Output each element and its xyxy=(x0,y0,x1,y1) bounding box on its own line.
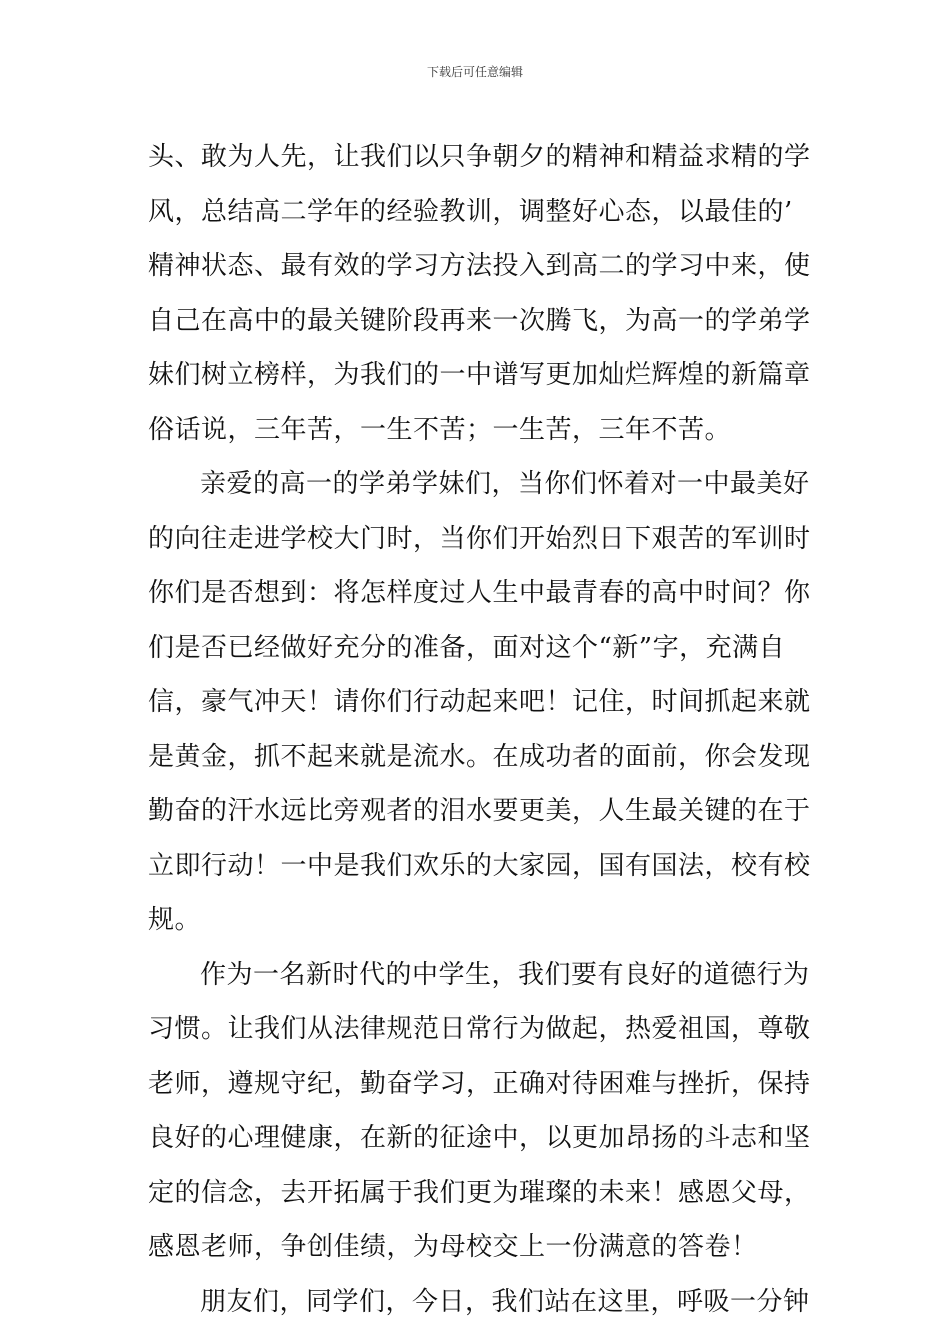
text-line: 习惯。让我们从法律规范日常行为做起，热爱祖国，尊敬 xyxy=(148,1014,811,1044)
paragraph-first-line: 亲爱的高一的学弟学妹们，当你们怀着对一中最美好 xyxy=(200,469,810,499)
text-line: 风，总结高二学年的经验教训，调整好心态，以最佳的’ xyxy=(148,196,793,227)
text-line: 精神状态、最有效的学习方法投入到高二的学习中来，使 xyxy=(148,251,811,281)
text-line: 良好的心理健康，在新的征途中，以更加昂扬的斗志和坚 xyxy=(148,1123,811,1153)
text-line: 老师，遵规守纪，勤奋学习，正确对待困难与挫折，保持 xyxy=(148,1068,811,1099)
text-line: 妹们树立榜样，为我们的一中谱写更加灿烂辉煌的新篇章 xyxy=(148,360,811,390)
text-line: 自己在高中的最关键阶段再来一次腾飞，为高一的学弟学 xyxy=(148,305,811,336)
text-line: 定的信念，去开拓属于我们更为璀璨的未来！感恩父母， xyxy=(148,1177,811,1208)
text-line: 勤奋的汗水远比旁观者的泪水要更美，人生最关键的在于 xyxy=(148,796,811,826)
page-header-note: 下载后可任意编辑 xyxy=(426,65,523,79)
text-line: 信，豪气冲天！请你们行动起来吧！记住，时间抓起来就 xyxy=(148,687,811,717)
text-line: 们是否已经做好充分的准备，面对这个“新”字，充满自 xyxy=(148,632,786,663)
paragraph-first-line: 朋友们，同学们，今日，我们站在这里，呼吸一分钟 xyxy=(200,1286,810,1317)
paragraph-first-line: 作为一名新时代的中学生，我们要有良好的道德行为 xyxy=(200,959,810,990)
text-line: 的向往走进学校大门时，当你们开始烈日下艰苦的军训时 xyxy=(148,523,811,554)
text-line: 规。 xyxy=(148,905,202,935)
text-line: 立即行动！一中是我们欢乐的大家园，国有国法，校有校 xyxy=(148,850,811,881)
text-line: 感恩老师，争创佳绩，为母校交上一份满意的答卷！ xyxy=(148,1232,758,1262)
text-line: 是黄金，抓不起来就是流水。在成功者的面前，你会发现 xyxy=(148,741,811,772)
document-body xyxy=(148,130,811,1329)
text-line: 俗话说，三年苦，一生不苦；一生苦，三年不苦。 xyxy=(148,414,732,445)
text-line: 你们是否想到：将怎样度过人生中最青春的高中时间？你 xyxy=(148,578,811,608)
text-line: 头、敢为人先，让我们以只争朝夕的精神和精益求精的学 xyxy=(148,142,811,172)
